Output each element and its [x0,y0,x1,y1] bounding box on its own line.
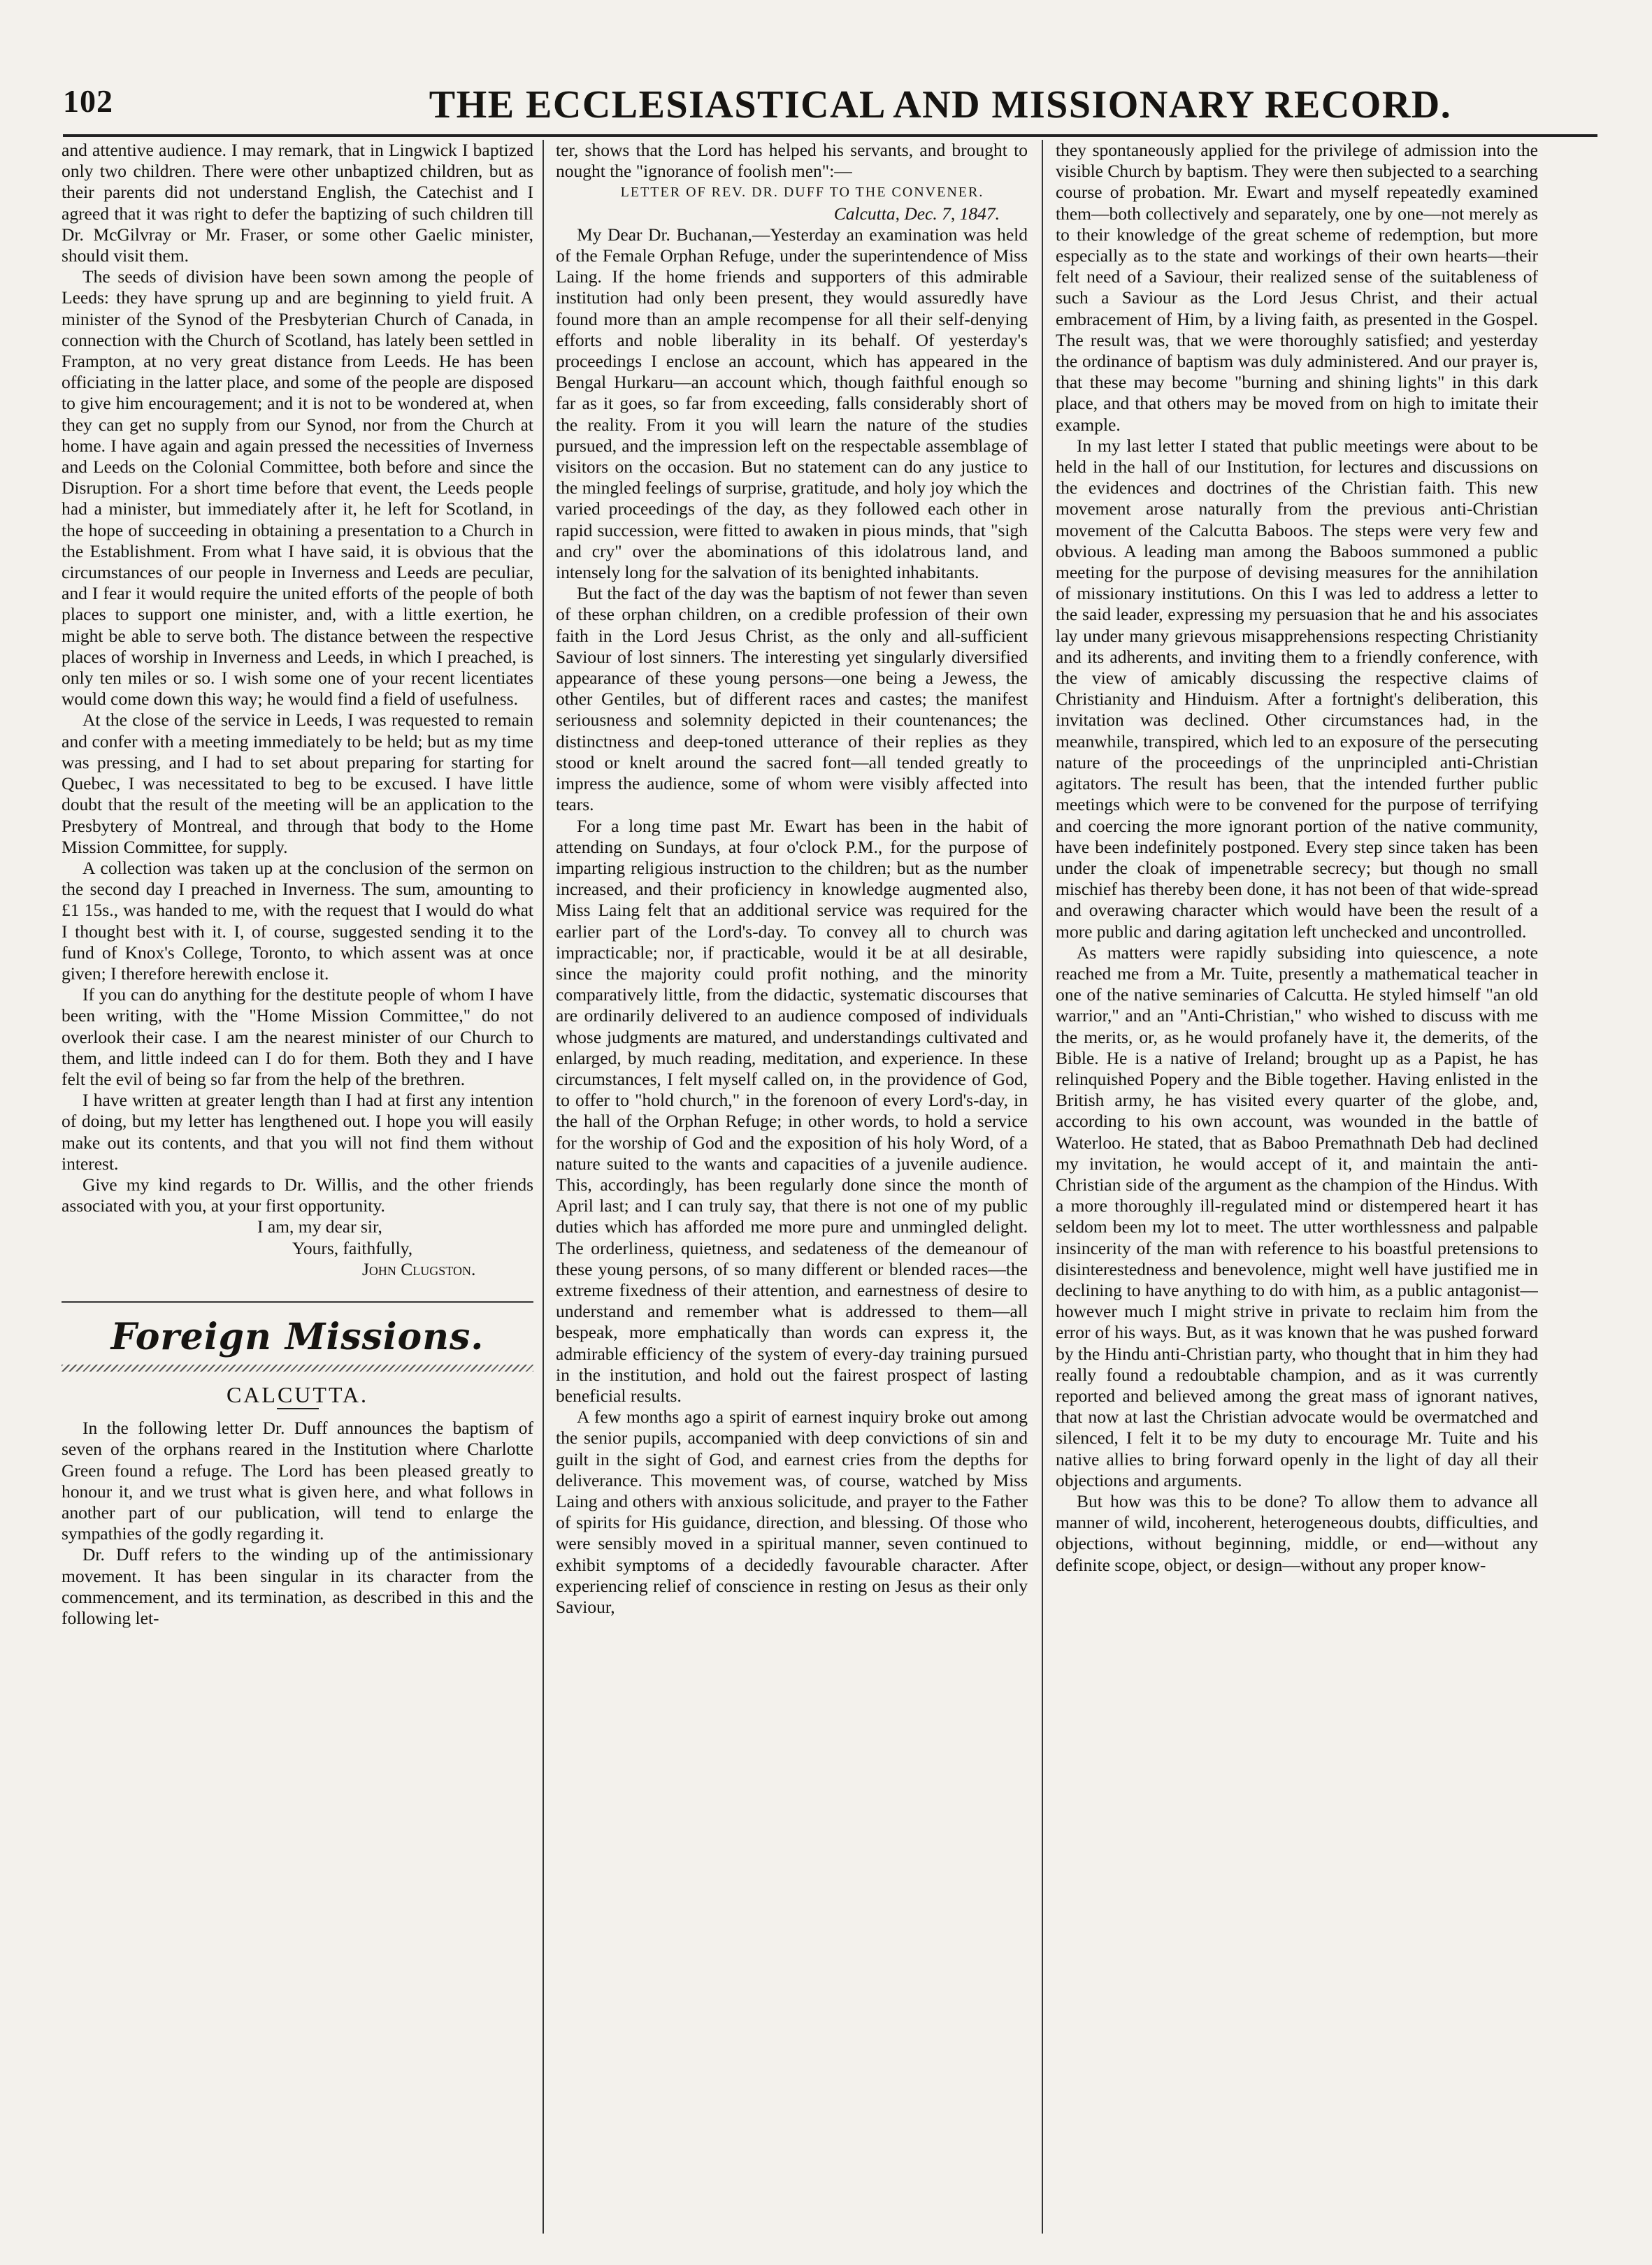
signature-name: John Clugston. [362,1258,476,1279]
paragraph: In my last letter I stated that public meetings were about to be held in the hall of our Institution, for lectures and discussions on the evidences and doctrines of the Christian faith. This new movement arose naturally from the previous anti-Christian movement of the Calcutta Baboos. The steps were very few and obvious. A leading man among the Baboos summoned a public meeting for the purpose of devising measures for the annihilation of missionary institutions. On this I was led to address a letter to the said leader, expressing my persuasion that he and his associates lay under many grievous misapprehensions respecting Christianity and its adherents, and inviting them to a friendly conference, with the view of amicably discussing the respective claims of Christianity and Hinduism. After a fortnight's deliberation, this invitation was declined. Other circumstances had, in the meanwhile, transpired, which led to an exposure of the persecuting nature of the proceedings of the unprincipled anti-Christian agitators. The result has been, that the intended further public meetings which were to be convened for the purpose of terrifying and coercing the more ignorant portion of the native community, have been indefinitely postponed. Every step since taken has been under the cloak of impenetrable secrecy; but though no small mischief has thereby been done, it has not been of that wide-spread and overawing character which would have been the result of a more public and daring agitation left unchecked and uncontrolled. [1056,435,1538,942]
paragraph: But the fact of the day was the baptism of not fewer than seven of these orphan children, on a credible profession of their own faith in the Lord Jesus Christ, as the only and all-sufficient Saviour of lost sinners. The interesting yet singularly diversified appearance of these young persons—one being a Jewess, the other Gentiles, but of different races and castes; the manifest seriousness and solemnity depicted in their countenances; the distinctness and deep-toned utterance of their replies as they stood or knelt around the sacred font—all tended greatly to impress the audience, some of whom were visibly affected into tears. [556,583,1028,815]
paragraph: My Dear Dr. Buchanan,—Yesterday an examination was held of the Female Orphan Refuge, under the superintendence of Miss Laing. If the home friends and supporters of this admirable institution had only been present, they would assuredly have found more than an ample recompense for all their self-denying efforts and noble liberality in its behalf. Of yesterday's proceedings I enclose an account, which has appeared in the Bengal Hurkaru—an account which, though faithful enough so far as it goes, so far from exceeding, falls considerably short of the reality. From it you will learn the nature of the studies pursued, and the impression left on the respectable assemblage of visitors on the occasion. But no statement can do any justice to the mingled feelings of surprise, gratitude, and holy joy which the varied proceedings of the day, as they followed each other in rapid succession, were fitted to awaken in pious minds, that "sigh and cry" over the abominations of this idolatrous land, and intensely long for the salvation of its benighted inhabitants. [556,224,1028,583]
column-divider [543,140,544,2234]
paragraph: As matters were rapidly subsiding into quiescence, a note reached me from a Mr. Tuite, presently a mathematical teacher in one of the native seminaries of Calcutta. He styled himself "an old warrior," and an "Anti-Christian," who wished to discuss with me the merits, or, as he would profanely have it, the demerits, of the Bible. He is a native of Ireland; brought up as a Papist, he has relinquished Popery and the Bible together. Having enlisted in the British army, he has visited every quarter of the globe, and, according to his own account, was wounded in the battle of Waterloo. He stated, that as Baboo Premathnath Deb had declined my invitation, he would accept of it, and maintain the anti-Christian side of the argument as the champion of the Hindus. With a more thoroughly ill-regulated mind or distempered heart it has seldom been my lot to meet. The utter worthlessness and palpable insincerity of the man with reference to his boastful pretensions to disinterestedness and benevolence, might well have justified me in declining to have anything to do with him, as a public antagonist—however much I might strive in private to reclaim him from the error of his ways. But, as it was known that he was pushed forward by the Hindu anti-Christian party, who thought that in him they had really found a redoubtable champion, and as it was currently reported and believed among the great mass of ignorant natives, that now at last the Christian advocate would be overmatched and silenced, I felt it to be my duty to encourage Mr. Tuite and his native allies to bring forward openly in the light of day all their objections and arguments. [1056,942,1538,1490]
paragraph: A few months ago a spirit of earnest inquiry broke out among the senior pupils, accompanied with deep convictions of sin and guilt in the sight of God, and earnest cries from the depths for deliverance. This movement was, of course, watched by Miss Laing and others with anxious solicitude, and prayer to the Father of spirits for His guidance, direction, and blessing. Of those who were sensibly moved in a spiritual manner, seven continued to exhibit symptoms of a decidedly favourable character. After experiencing relief of conscience in resting on Jesus as their only Saviour, [556,1407,1028,1618]
running-title: THE ECCLESIASTICAL AND MISSIONARY RECORD. [429,83,1452,127]
paragraph: Dr. Duff refers to the winding up of the antimissionary movement. It has been singular in its character from the commencement, and its termination, as described in this and the following let- [62,1544,533,1628]
column-middle [556,140,1028,2230]
signature-close: I am, my dear sir, [257,1216,382,1237]
paragraph: But how was this to be done? To allow them to advance all manner of wild, incoherent, heterogeneous doubts, difficulties, and objections, without beginning, middle, or end—without any definite scope, object, or design—without any proper know- [1056,1491,1538,1575]
sub-heading: CALCUTTA. [226,1381,369,1407]
short-rule [277,1408,319,1409]
paragraph: If you can do anything for the destitute people of whom I have been writing, with the "Home Mission Committee," do not overlook their case. I am the nearest minister of our Church to them, and little indeed can I do for them. Both they and I have felt the evil of being so far from the help of the brethren. [62,984,533,1089]
paragraph: In the following letter Dr. Duff announces the baptism of seven of the orphans reared in the Institution where Charlotte Green found a refuge. The Lord has been pleased greatly to honour it, and we trust what is given here, and what follows in another part of our publication, will tend to enlarge the sympathies of the godly regarding it. [62,1418,533,1544]
header-rule [63,134,1597,137]
dateline: Calcutta, Dec. 7, 1847. [833,203,1000,224]
paragraph: The seeds of division have been sown among the people of Leeds: they have sprung up and are beginning to yield fruit. A minister of the Synod of the Presbyterian Church of Canada, in connection with the Church of Scotland, has lately been settled in Frampton, at no very great distance from Leeds. He has been officiating in the latter place, and some of the people are disposed to give him encouragement; and it is not to be wondered at, when they can get no supply from our Synod, nor from the Church at home. I have again and again pressed the necessities of Inverness and Leeds on the Colonial Committee, both before and since the Disruption. For a short time before that event, the Leeds people had a minister, but immediately after it, he left for Scotland, in the hope of succeeding in obtaining a presentation to a Church in the Establishment. From what I have said, it is obvious that the circumstances of our people in Inverness and Leeds are peculiar, and I fear it would require the united efforts of the people of both places to support one minister, and, with a little exertion, he might be able to serve both. The distance between the respective places of worship in Inverness and Leeds, in which I preached, is only ten miles or so. I wish some one of your recent licentiates would come down this way; he would find a field of usefulness. [62,266,533,710]
section-rule [62,1301,533,1303]
letter-heading: LETTER OF REV. DR. DUFF TO THE CONVENER. [620,185,984,201]
page-header [63,82,1597,131]
paragraph: At the close of the service in Leeds, I was requested to remain and confer with a meeting immediately to be held; but as my time was pressing, and I had to set about preparing for starting for Quebec, I was necessitated to beg to be excused. I have little doubt that the result of the meeting will be an application to the Presbytery of Montreal, and through that body to the Home Mission Committee, for supply. [62,710,533,857]
paragraph: ter, shows that the Lord has helped his servants, and brought to nought the "ignorance of foolish men":— [556,140,1028,182]
paragraph: Give my kind regards to Dr. Willis, and the other friends associated with you, at your first opportunity. [62,1174,533,1216]
column-right [1056,140,1538,2230]
paragraph: and attentive audience. I may remark, that in Lingwick I baptized only two children. There were other unbaptized children, but as their parents did not understand English, the Catechist and I agreed that it was right to defer the baptizing of such children till Dr. McGilvray or Mr. Fraser, or some other Gaelic minister, should visit them. [62,140,533,266]
paragraph: A collection was taken up at the conclusion of the sermon on the second day I preached in Inverness. The sum, amounting to £1 15s., was handed to me, with the request that I would do what I thought best with it. I, of course, suggested sending it to the fund of Knox's College, Toronto, to which assent was at once given; I therefore herewith enclose it. [62,857,533,984]
paragraph: For a long time past Mr. Ewart has been in the habit of attending on Sundays, at four o'clock P.M., for the purpose of imparting religious instruction to the children; but as the number increased, and their proficiency in knowledge augmented also, Miss Laing felt that an additional service was required for the earlier part of the Lord's-day. To convey all to church was impracticable; nor, if practicable, would it be at all desirable, since the majority could profit nothing, and the minority comparatively little, from the didactic, systematic discourses that are ordinarily delivered to an audience composed of individuals whose judgments are matured, and understandings cultivated and enlarged, by much reading, meditation, and experience. In these circumstances, I felt myself called on, in the providence of God, to offer to "hold church," in the forenoon of every Lord's-day, in the hall of the Orphan Refuge; in other words, to hold a service for the worship of God and the exposition of his holy Word, of a nature suited to the wants and capacities of a juvenile audience. This, accordingly, has been regularly done since the month of April last; and I can truly say, that there is not one of my public duties which has afforded me more pure and unmingled delight. The orderliness, quietness, and sedateness of the demeanour of these young persons, of so many different or blended races—the extreme fixedness of their attention, and earnestness of desire to understand and remember what is addressed to them—all bespeak, more emphatically than words can express it, the admirable efficiency of the system of every-day training pursued in the institution, and hold out the fairest prospect of lasting beneficial results. [556,815,1028,1406]
page-number: 102 [63,83,113,119]
section-heading: Foreign Missions. [110,1315,484,1358]
paragraph: I have written at greater length than I had at first any intention of doing, but my letter has lengthened out. I hope you will easily make out its contents, and that you will not find them without interest. [62,1090,533,1174]
paragraph: they spontaneously applied for the privilege of admission into the visible Church by baptism. They were then subjected to a searching course of probation. Mr. Ewart and myself repeatedly examined them—both collectively and separately, one by one—not merely as to their knowledge of the great scheme of redemption, but more especially as to the state and workings of their own hearts—their felt need of a Saviour, their realized sense of the suitableness of such a Saviour as the Lord Jesus Christ, and their actual embracement of Him, by a living faith, as presented in the Gospel. The result was, that we were thoroughly satisfied; and yesterday the ordinance of baptism was duly administered. And our prayer is, that these may become "burning and shining lights" in this dark place, and that others may be moved from on high to imitate their example. [1056,140,1538,435]
wavy-rule [62,1365,533,1372]
signature-yours: Yours, faithfully, [292,1237,413,1258]
column-divider [1042,140,1043,2234]
column-left [62,140,533,2230]
